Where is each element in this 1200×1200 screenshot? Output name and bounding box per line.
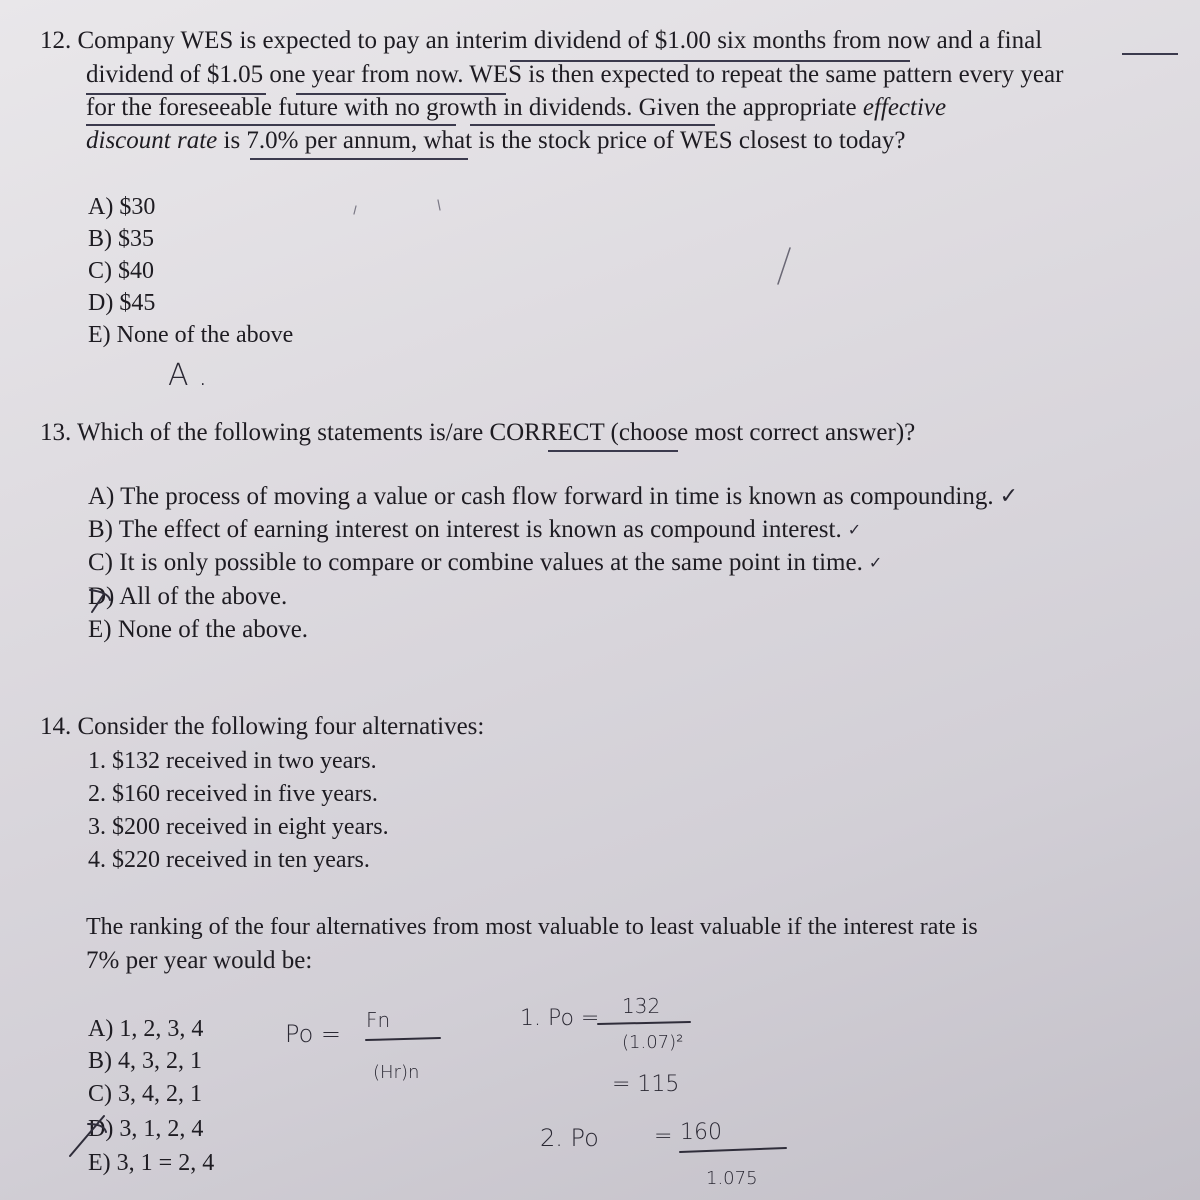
check-icon: ✓ bbox=[847, 520, 862, 539]
q14-alternative-1: 1. $132 received in two years. bbox=[88, 748, 377, 774]
q12-line-1: 12. Company WES is expected to pay an interim dividend of $1.00 six months from now and a final bbox=[40, 27, 1043, 54]
q14-option-d: D) 3, 1, 2, 4 bbox=[88, 1116, 204, 1142]
q13-option-e: E) None of the above. bbox=[88, 616, 309, 643]
hw-formula-denominator: (Hr)n bbox=[373, 1062, 420, 1083]
stray-pen-mark bbox=[354, 206, 356, 214]
hw-formula-numerator: Fn bbox=[366, 1008, 391, 1032]
hw-calc1-numerator: 132 bbox=[622, 994, 661, 1018]
q14-d-strike bbox=[70, 1116, 106, 1156]
hw-calc2-numerator: 160 bbox=[680, 1120, 722, 1145]
hw-calc1-label: 1. Po = bbox=[520, 1006, 600, 1031]
q13-d-strike bbox=[90, 590, 110, 612]
q13-option-a-text: A) The process of moving a value or cash flow forward in time is known as compounding. bbox=[88, 483, 994, 510]
q14-question-line-2: 7% per year would be: bbox=[86, 947, 313, 974]
hw-calc2-equals: = bbox=[654, 1124, 673, 1149]
hw-calc2-fraction-bar bbox=[680, 1148, 786, 1152]
hw-calc1-denominator: (1.07)² bbox=[622, 1032, 684, 1053]
q14-option-b: B) 4, 3, 2, 1 bbox=[88, 1048, 202, 1074]
q14-alternative-3: 3. $200 received in eight years. bbox=[88, 814, 389, 840]
q12-line-2: dividend of $1.05 one year from now. WES is then expected to repeat the same pattern every year bbox=[86, 61, 1064, 88]
q12-effective: effective bbox=[862, 94, 947, 121]
stray-pen-mark bbox=[438, 200, 440, 210]
q14-alternative-4: 4. $220 received in ten years. bbox=[88, 847, 370, 873]
hw-calc2-label: 2. Po bbox=[540, 1124, 599, 1152]
q12-option-a: A) $30 bbox=[88, 194, 156, 220]
q13-option-c-text: C) It is only possible to compare or combine values at the same point in time. bbox=[88, 549, 863, 576]
q14-option-e: E) 3, 1 = 2, 4 bbox=[88, 1150, 215, 1176]
hw-calc1-fraction-bar bbox=[598, 1022, 690, 1024]
q12-option-b: B) $35 bbox=[88, 226, 154, 252]
q14-option-c: C) 3, 4, 2, 1 bbox=[88, 1081, 202, 1107]
hw-calc2-denominator: 1.075 bbox=[706, 1168, 758, 1189]
q12-line-3-text: for the foreseeable future with no growth in dividends. Given the appropriate bbox=[86, 94, 857, 121]
q12-option-e: E) None of the above bbox=[88, 322, 294, 348]
q14-stem: 14. Consider the following four alternatives: bbox=[40, 713, 485, 740]
q14-option-a: A) 1, 2, 3, 4 bbox=[88, 1016, 204, 1042]
check-icon: ✓ bbox=[868, 553, 883, 572]
stray-pen-mark bbox=[778, 248, 790, 284]
q12-line-4-text: is 7.0% per annum, what is the stock price of WES closest to today? bbox=[223, 127, 906, 154]
q13-option-d: D) All of the above. bbox=[88, 583, 288, 610]
q12-option-c: C) $40 bbox=[88, 258, 154, 284]
q12-option-d: D) $45 bbox=[88, 290, 156, 316]
q13-option-b-text: B) The effect of earning interest on interest is known as compound interest. bbox=[88, 516, 842, 543]
q14-question-line-1: The ranking of the four alternatives from most valuable to least valuable if the interest rate is bbox=[86, 914, 978, 940]
q14-alternative-2: 2. $160 received in five years. bbox=[88, 781, 378, 807]
hw-formula-fraction-bar bbox=[366, 1038, 440, 1040]
q12-handwritten-answer: A . bbox=[168, 358, 208, 393]
q13-stem: 13. Which of the following statements is/are CORRECT (choose most correct answer)? bbox=[40, 419, 916, 446]
check-icon: ✓ bbox=[999, 484, 1019, 509]
hw-formula-lhs: Po = bbox=[285, 1020, 342, 1048]
q12-discount-rate: discount rate bbox=[86, 127, 218, 154]
hw-calc1-result: = 115 bbox=[612, 1072, 680, 1097]
